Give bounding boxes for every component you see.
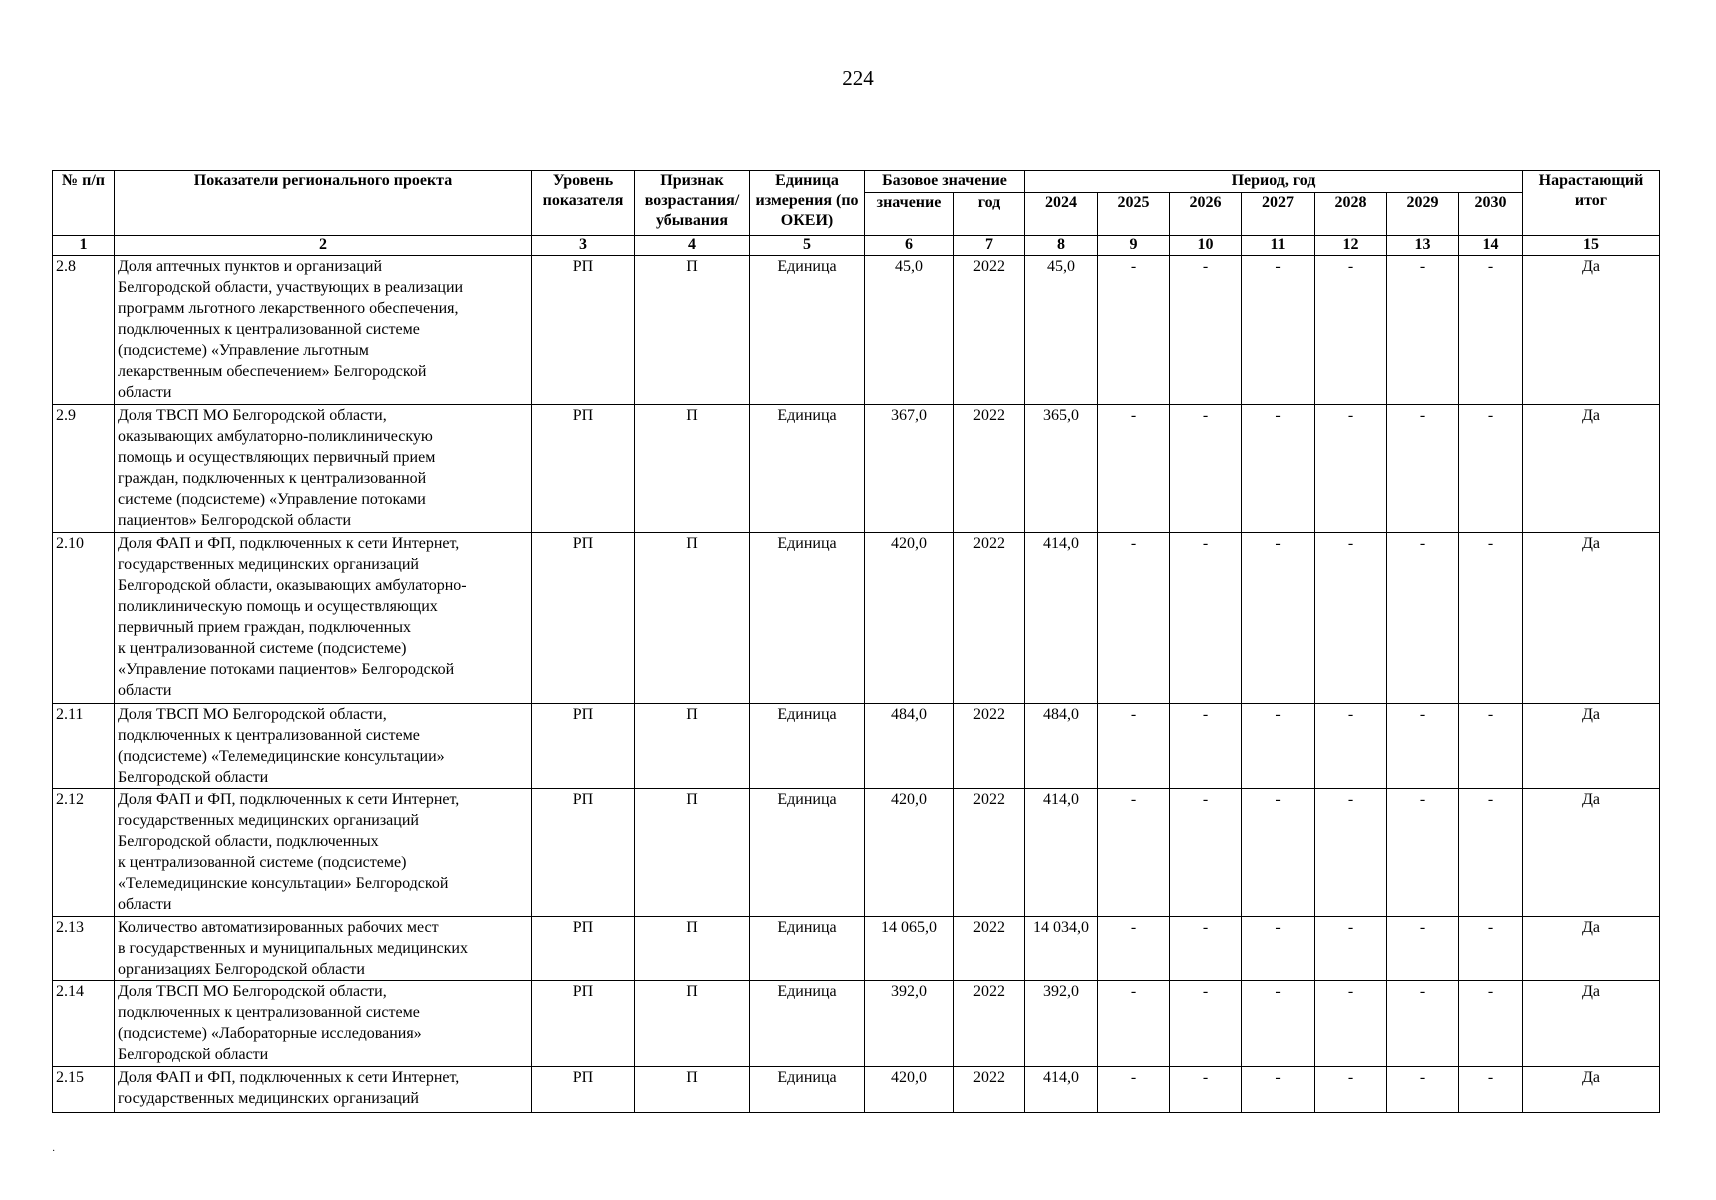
cumulative-flag: Да xyxy=(1523,533,1660,704)
indicator-name: Доля аптечных пунктов и организаций Белгородской области, участвующих в реализации программ льготного лекарственного обеспечения, подключенных к централизованной системе (подсистеме) «Управление льготным лекарственным обеспечением» Белгородской области xyxy=(115,256,532,405)
value-2029: - xyxy=(1387,405,1459,533)
value-2030: - xyxy=(1459,1067,1523,1113)
value-2024: 414,0 xyxy=(1025,533,1098,704)
base-year: 2022 xyxy=(954,789,1025,917)
column-number: 3 xyxy=(532,236,635,256)
base-year: 2022 xyxy=(954,533,1025,704)
row-number: 2.11 xyxy=(53,704,115,789)
value-2028: - xyxy=(1315,405,1387,533)
scan-dot: · xyxy=(52,1146,56,1157)
value-2030: - xyxy=(1459,405,1523,533)
column-number-row xyxy=(53,236,1660,256)
table-row xyxy=(53,917,1660,981)
indicator-unit: Единица xyxy=(750,405,865,533)
base-value: 45,0 xyxy=(865,256,954,405)
indicator-sign: П xyxy=(635,917,750,981)
table-row xyxy=(53,789,1660,917)
indicator-unit: Единица xyxy=(750,981,865,1067)
value-2027: - xyxy=(1242,533,1315,704)
value-2028: - xyxy=(1315,789,1387,917)
indicator-name: Доля ТВСП МО Белгородской области, оказывающих амбулаторно-поликлиническую помощь и осуществляющих первичный прием граждан, подключенных к централизованной системе (подсистеме) «Управление потоками пациентов» Белгородской области xyxy=(115,405,532,533)
indicator-level: РП xyxy=(532,789,635,917)
value-2025: - xyxy=(1098,789,1170,917)
indicator-level: РП xyxy=(532,704,635,789)
header-year-2026: 2026 xyxy=(1170,193,1242,236)
indicator-sign: П xyxy=(635,405,750,533)
indicator-sign: П xyxy=(635,533,750,704)
indicators-table xyxy=(52,170,1660,1113)
header-base-value: значение xyxy=(865,193,954,236)
value-2025: - xyxy=(1098,981,1170,1067)
header-year-2028: 2028 xyxy=(1315,193,1387,236)
value-2027: - xyxy=(1242,1067,1315,1113)
value-2027: - xyxy=(1242,405,1315,533)
indicator-unit: Единица xyxy=(750,533,865,704)
row-number: 2.15 xyxy=(53,1067,115,1113)
header-period: Период, год xyxy=(1025,171,1523,193)
value-2025: - xyxy=(1098,917,1170,981)
indicator-level: РП xyxy=(532,533,635,704)
value-2029: - xyxy=(1387,256,1459,405)
row-number: 2.14 xyxy=(53,981,115,1067)
indicator-unit: Единица xyxy=(750,789,865,917)
value-2028: - xyxy=(1315,1067,1387,1113)
cumulative-flag: Да xyxy=(1523,256,1660,405)
value-2025: - xyxy=(1098,405,1170,533)
cumulative-flag: Да xyxy=(1523,704,1660,789)
column-number: 11 xyxy=(1242,236,1315,256)
indicator-level: РП xyxy=(532,256,635,405)
value-2026: - xyxy=(1170,704,1242,789)
indicator-sign: П xyxy=(635,704,750,789)
value-2030: - xyxy=(1459,256,1523,405)
value-2026: - xyxy=(1170,405,1242,533)
value-2029: - xyxy=(1387,533,1459,704)
header-base-year: год xyxy=(954,193,1025,236)
cumulative-flag: Да xyxy=(1523,1067,1660,1113)
table-row xyxy=(53,405,1660,533)
base-year: 2022 xyxy=(954,704,1025,789)
table-row xyxy=(53,1067,1660,1113)
indicator-sign: П xyxy=(635,1067,750,1113)
base-value: 484,0 xyxy=(865,704,954,789)
value-2029: - xyxy=(1387,981,1459,1067)
header-year-2027: 2027 xyxy=(1242,193,1315,236)
column-number: 14 xyxy=(1459,236,1523,256)
row-number: 2.8 xyxy=(53,256,115,405)
column-number: 4 xyxy=(635,236,750,256)
value-2024: 414,0 xyxy=(1025,789,1098,917)
header-num: № п/п xyxy=(53,171,115,236)
value-2026: - xyxy=(1170,981,1242,1067)
value-2029: - xyxy=(1387,704,1459,789)
base-year: 2022 xyxy=(954,405,1025,533)
indicator-name: Доля ТВСП МО Белгородской области, подключенных к централизованной системе (подсистеме) «Телемедицинские консультации» Белгородской области xyxy=(115,704,532,789)
header-base: Базовое значение xyxy=(865,171,1025,193)
cumulative-flag: Да xyxy=(1523,789,1660,917)
value-2024: 14 034,0 xyxy=(1025,917,1098,981)
header-unit: Единица измерения (по ОКЕИ) xyxy=(750,171,865,236)
table-row xyxy=(53,256,1660,405)
value-2030: - xyxy=(1459,981,1523,1067)
column-number: 15 xyxy=(1523,236,1660,256)
value-2028: - xyxy=(1315,256,1387,405)
column-number: 6 xyxy=(865,236,954,256)
value-2028: - xyxy=(1315,917,1387,981)
indicator-level: РП xyxy=(532,917,635,981)
table-row xyxy=(53,981,1660,1067)
value-2028: - xyxy=(1315,533,1387,704)
indicator-sign: П xyxy=(635,256,750,405)
value-2026: - xyxy=(1170,1067,1242,1113)
value-2027: - xyxy=(1242,704,1315,789)
column-number: 10 xyxy=(1170,236,1242,256)
value-2025: - xyxy=(1098,1067,1170,1113)
value-2026: - xyxy=(1170,917,1242,981)
row-number: 2.9 xyxy=(53,405,115,533)
base-value: 420,0 xyxy=(865,1067,954,1113)
indicator-level: РП xyxy=(532,405,635,533)
header-cumulative: Нарастающий итог xyxy=(1523,171,1660,236)
indicator-level: РП xyxy=(532,981,635,1067)
value-2029: - xyxy=(1387,1067,1459,1113)
page-number: 224 xyxy=(842,66,874,90)
base-year: 2022 xyxy=(954,981,1025,1067)
table-row xyxy=(53,704,1660,789)
column-number: 13 xyxy=(1387,236,1459,256)
value-2025: - xyxy=(1098,256,1170,405)
value-2026: - xyxy=(1170,533,1242,704)
value-2024: 414,0 xyxy=(1025,1067,1098,1113)
value-2025: - xyxy=(1098,704,1170,789)
indicator-name: Доля ФАП и ФП, подключенных к сети Интернет, государственных медицинских организаций Белгородской области, оказывающих амбулаторно- поликлиническую помощь и осуществляющих первичный прием граждан, подключенных к централизованной системе (подсистеме) «Управление потоками пациентов» Белгородской области xyxy=(115,533,532,704)
base-value: 392,0 xyxy=(865,981,954,1067)
cumulative-flag: Да xyxy=(1523,917,1660,981)
indicator-name: Доля ТВСП МО Белгородской области, подключенных к централизованной системе (подсистеме) «Лабораторные исследования» Белгородской области xyxy=(115,981,532,1067)
header-year-2030: 2030 xyxy=(1459,193,1523,236)
cumulative-flag: Да xyxy=(1523,981,1660,1067)
value-2030: - xyxy=(1459,704,1523,789)
base-value: 367,0 xyxy=(865,405,954,533)
indicator-name: Количество автоматизированных рабочих мест в государственных и муниципальных медицинских организациях Белгородской области xyxy=(115,917,532,981)
column-number: 8 xyxy=(1025,236,1098,256)
base-value: 420,0 xyxy=(865,533,954,704)
value-2024: 484,0 xyxy=(1025,704,1098,789)
column-number: 2 xyxy=(115,236,532,256)
row-number: 2.12 xyxy=(53,789,115,917)
value-2029: - xyxy=(1387,789,1459,917)
header-indicator: Показатели регионального проекта xyxy=(115,171,532,236)
value-2024: 392,0 xyxy=(1025,981,1098,1067)
value-2028: - xyxy=(1315,981,1387,1067)
header-sign: Признак возрастания/ убывания xyxy=(635,171,750,236)
value-2026: - xyxy=(1170,256,1242,405)
indicator-sign: П xyxy=(635,981,750,1067)
header-year-2025: 2025 xyxy=(1098,193,1170,236)
value-2027: - xyxy=(1242,917,1315,981)
value-2026: - xyxy=(1170,789,1242,917)
column-number: 1 xyxy=(53,236,115,256)
cumulative-flag: Да xyxy=(1523,405,1660,533)
base-year: 2022 xyxy=(954,1067,1025,1113)
value-2024: 365,0 xyxy=(1025,405,1098,533)
indicator-name: Доля ФАП и ФП, подключенных к сети Интернет, государственных медицинских организаций Белгородской области, подключенных к централизованной системе (подсистеме) «Телемедицинские консультации» Белгородской области xyxy=(115,789,532,917)
value-2024: 45,0 xyxy=(1025,256,1098,405)
value-2030: - xyxy=(1459,917,1523,981)
column-number: 7 xyxy=(954,236,1025,256)
indicator-unit: Единица xyxy=(750,917,865,981)
indicator-unit: Единица xyxy=(750,256,865,405)
header-year-2024: 2024 xyxy=(1025,193,1098,236)
indicator-name: Доля ФАП и ФП, подключенных к сети Интернет, государственных медицинских организаций xyxy=(115,1067,532,1113)
value-2027: - xyxy=(1242,981,1315,1067)
value-2027: - xyxy=(1242,789,1315,917)
column-number: 9 xyxy=(1098,236,1170,256)
base-year: 2022 xyxy=(954,256,1025,405)
column-number: 12 xyxy=(1315,236,1387,256)
table-row xyxy=(53,533,1660,704)
base-value: 420,0 xyxy=(865,789,954,917)
column-number: 5 xyxy=(750,236,865,256)
base-value: 14 065,0 xyxy=(865,917,954,981)
indicator-level: РП xyxy=(532,1067,635,1113)
indicator-unit: Единица xyxy=(750,704,865,789)
value-2029: - xyxy=(1387,917,1459,981)
value-2030: - xyxy=(1459,789,1523,917)
value-2028: - xyxy=(1315,704,1387,789)
value-2025: - xyxy=(1098,533,1170,704)
header-level: Уровень показателя xyxy=(532,171,635,236)
row-number: 2.13 xyxy=(53,917,115,981)
indicator-unit: Единица xyxy=(750,1067,865,1113)
header-year-2029: 2029 xyxy=(1387,193,1459,236)
value-2027: - xyxy=(1242,256,1315,405)
indicator-sign: П xyxy=(635,789,750,917)
value-2030: - xyxy=(1459,533,1523,704)
row-number: 2.10 xyxy=(53,533,115,704)
base-year: 2022 xyxy=(954,917,1025,981)
